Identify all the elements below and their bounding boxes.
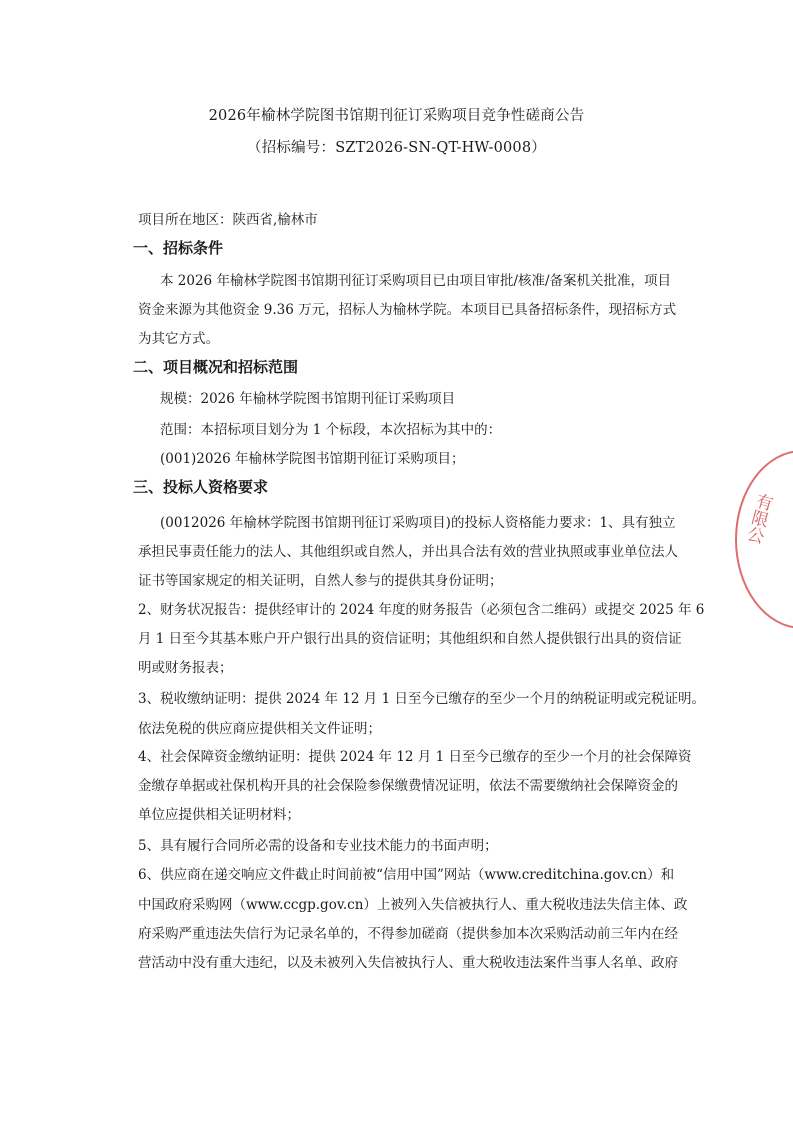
section-2-line: 规模：2026 年榆林学院图书馆期刊征订采购项目 — [160, 391, 456, 407]
section-1-line: 本 2026 年榆林学院图书馆期刊征订采购项目已由项目审批/核准/备案机关批准，项目 — [160, 273, 672, 289]
section-3-line: 4、社会保障资金缴纳证明：提供 2024 年 12 月 1 日至今已缴存的至少一个月的社会保障资 — [138, 749, 692, 765]
section-3-line: 2、财务状况报告：提供经审计的 2024 年度的财务报告（必须包含二维码）或提交 2025 年 6 — [138, 602, 705, 618]
section-3-line: 明或财务报表； — [138, 660, 233, 676]
section-3-line: (0012026 年榆林学院图书馆期刊征订采购项目)的投标人资格能力要求：1、具有独立 — [160, 515, 676, 531]
section-3-line: 营活动中没有重大违纪，以及未被列入失信被执行人、重大税收违法案件当事人名单、政府 — [138, 955, 678, 971]
section-3-line: 5、具有履行合同所必需的设备和专业技术能力的书面声明； — [138, 838, 498, 854]
section-2-line: 范围：本招标项目划分为 1 个标段，本次招标为其中的： — [160, 422, 502, 438]
seal-text: 有限公 — [741, 490, 775, 545]
section-3-line: 承担民事责任能力的法人、其他组织或自然人，并出具合法有效的营业执照或事业单位法人 — [138, 544, 678, 560]
section-3-line: 月 1 日至今其基本账户开户银行出具的资信证明；其他组织和自然人提供银行出具的资信证 — [138, 631, 682, 647]
section-3-line: 单位应提供相关证明材料； — [138, 807, 300, 823]
section-3-line: 中国政府采购网（www.ccgp.gov.cn）上被列入失信被执行人、重大税收违法失信主体、政 — [138, 897, 688, 913]
section-3-line: 6、供应商在递交响应文件截止时间前被“信用中国”网站（www.creditchina.gov.cn）和 — [138, 867, 675, 883]
section-heading-1: 一、招标条件 — [133, 239, 224, 257]
section-1-line: 为其它方式。 — [138, 331, 219, 347]
document-title: 2026年榆林学院图书馆期刊征订采购项目竞争性磋商公告 — [208, 108, 585, 124]
section-3-line: 依法免税的供应商应提供相关文件证明； — [138, 721, 381, 737]
tender-number: （招标编号：SZT2026-SN-QT-HW-0008） — [247, 140, 546, 156]
section-3-line: 金缴存单据或社保机构开具的社会保险参保缴费情况证明，依法不需要缴纳社会保障资金的 — [138, 778, 678, 794]
section-1-line: 资金来源为其他资金 9.36 万元，招标人为榆林学院。本项目已具备招标条件，现招标方式 — [138, 302, 677, 318]
section-heading-3: 三、投标人资格要求 — [133, 478, 269, 496]
section-heading-2: 二、项目概况和招标范围 — [133, 358, 299, 376]
section-3-line: 3、税收缴纳证明：提供 2024 年 12 月 1 日至今已缴存的至少一个月的纳税证明或完税证明。 — [138, 691, 705, 707]
section-3-line: 证书等国家规定的相关证明，自然人参与的提供其身份证明； — [138, 573, 503, 589]
company-seal — [735, 450, 793, 629]
project-region: 项目所在地区：陕西省,榆林市 — [138, 212, 318, 228]
section-3-line: 府采购严重违法失信行为记录名单的，不得参加磋商（提供参加本次采购活动前三年内在经 — [138, 926, 678, 942]
section-2-line: (001)2026 年榆林学院图书馆期刊征订采购项目； — [160, 451, 465, 467]
